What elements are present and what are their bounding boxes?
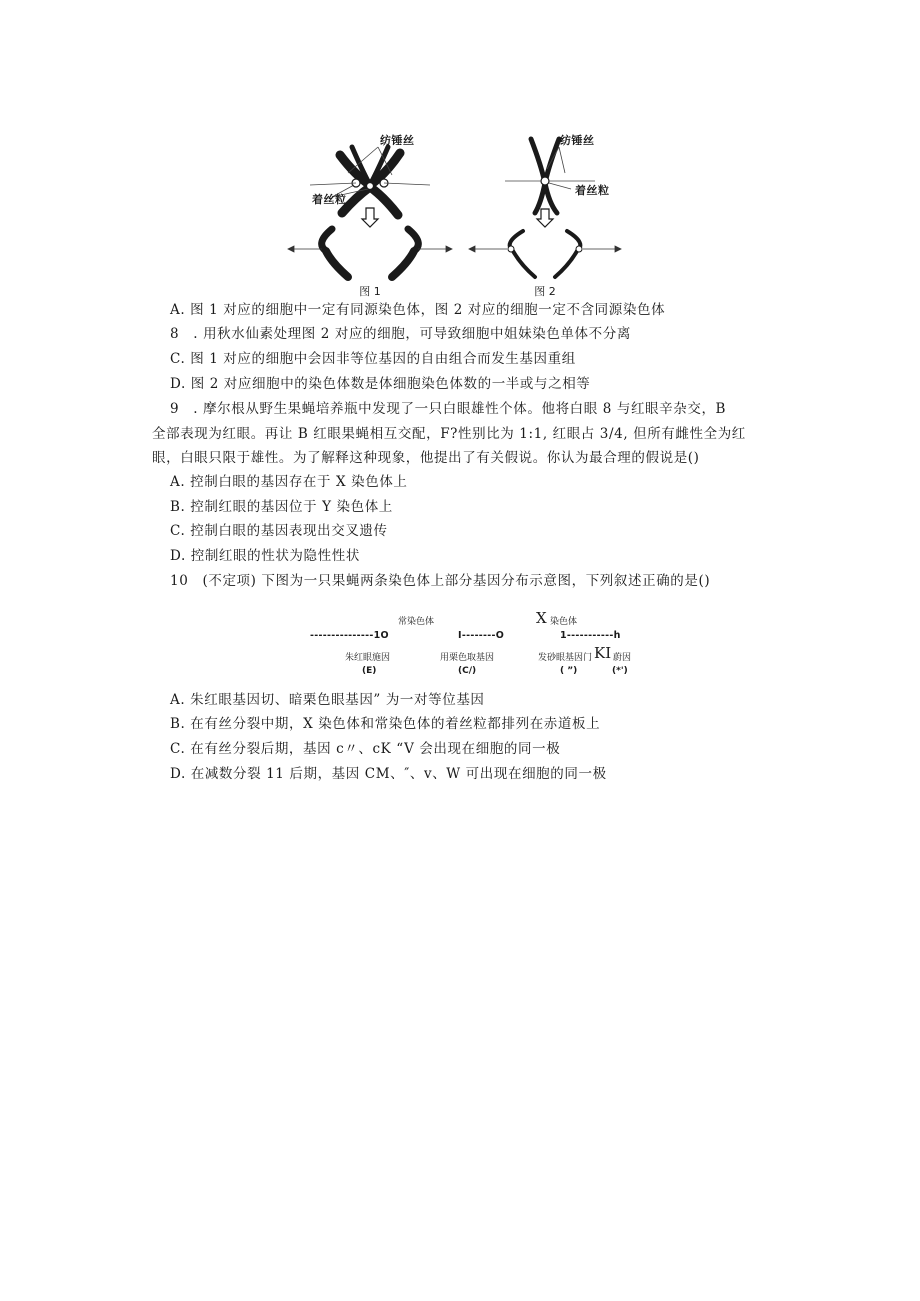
figure-1-caption: 图 1 [359, 285, 381, 298]
q8-option-a: A. 图 1 对应的细胞中一定有同源染色体，图 2 对应的细胞一定不含同源染色体 [170, 302, 666, 318]
gene-distribution-diagram [0, 610, 920, 685]
q8-option-d: D. 图 2 对应细胞中的染色体数是体细胞染色体数的一半或与之相等 [170, 376, 591, 392]
gene-3-symbol: ( ”) [560, 666, 578, 676]
gene-3-extra: KI [594, 644, 612, 662]
q9-option-c: C. 控制白眼的基因表现出交叉遗传 [170, 523, 388, 539]
figure-2 [445, 125, 645, 300]
x-chromosome-title-big: X [536, 609, 547, 627]
q9-stem-line-2: 全部表现为红眼。再让 B 红眼果蝇相互交配，F?性别比为 1:1, 红眼占 3/4, 但所有雌性全为红 [152, 426, 746, 442]
figure-2-chromosomes-top [531, 139, 559, 213]
figure-1-chromosomes-bottom [322, 229, 419, 277]
gene-4-name: 蔚因 [613, 653, 632, 663]
figure-1-chromosomes-top [340, 147, 400, 215]
figure-2-arrow-down [537, 209, 553, 227]
figure-1-spindle-arrows [288, 246, 452, 252]
q8-option-c: C. 图 1 对应的细胞中会因非等位基因的自由组合而发生基因重组 [170, 351, 576, 367]
figure-2-spindle-label: 纺锤丝 [560, 134, 595, 147]
q10-option-b: B. 在有丝分裂中期，X 染色体和常染色体的着丝粒都排列在赤道板上 [170, 716, 601, 732]
q8-option-b: 8 . 用秋水仙素处理图 2 对应的细胞，可导致细胞中姐妹染色单体不分离 [170, 326, 631, 342]
figure-1-arrow-down [362, 208, 378, 227]
q9-stem-line-3: 眼，白眼只限于雄性。为了解释这种现象，他提出了有关假说。你认为最合理的假说是() [152, 450, 700, 466]
figure-2-centromere [541, 177, 549, 185]
figure-1-drawing [270, 125, 470, 300]
gene-2-name: 用栗色取基因 [440, 653, 495, 663]
q10-stem: 10 (不定项) 下图为一只果蝇两条染色体上部分基因分布示意图，下列叙述正确的是() [170, 573, 711, 589]
figure-2-spindle-arrows [469, 246, 621, 252]
figure-2-small-centromeres [508, 246, 582, 252]
figures-row [0, 125, 920, 300]
q9-stem-line-1: 9 . 摩尔根从野生果蝇培养瓶中发现了一只白眼雄性个体。他将白眼 8 与红眼辛杂交，B [170, 401, 727, 417]
q10-option-d: D. 在减数分裂 11 后期，基因 CM、″、v、W 可出现在细胞的同一极 [170, 766, 607, 782]
gene-4-symbol: (*') [612, 666, 628, 676]
figure-1-spindle-label: 纺锤丝 [380, 134, 415, 147]
gene-1-symbol: (E) [362, 666, 377, 676]
figure-2-chromosomes-bottom [510, 231, 581, 277]
figure-1-centromere-label: 着丝粒 [312, 193, 347, 206]
gene-1-name: 朱红眼施因 [345, 653, 391, 663]
q10-option-c: C. 在有丝分裂后期，基因 c〃、cK “V 会出现在细胞的同一极 [170, 741, 561, 757]
q9-option-b: B. 控制红眼的基因位于 Y 染色体上 [170, 499, 393, 515]
x-chromosome-track: 1-----------h [560, 630, 621, 641]
gene-2-symbol: (C/) [458, 666, 477, 676]
autosome-track-2: I--------O [458, 630, 505, 641]
figure-2-centromere-label: 着丝粒 [575, 184, 610, 197]
x-chromosome-title-small: 染色体 [550, 617, 578, 627]
q9-option-d: D. 控制红眼的性状为隐性性状 [170, 548, 360, 564]
q10-option-a: A. 朱红眼基因切、暗栗色眼基因” 为一对等位基因 [170, 692, 485, 708]
figure-2-drawing [445, 125, 645, 300]
autosome-track-1: ---------------1O [310, 630, 389, 641]
figure-1 [270, 125, 470, 300]
q9-option-a: A. 控制白眼的基因存在于 X 染色体上 [170, 474, 408, 490]
autosome-title: 常染色体 [398, 617, 435, 627]
gene-3-name: 发砂眼基因门 [538, 653, 593, 663]
figure-2-caption: 图 2 [534, 285, 556, 298]
